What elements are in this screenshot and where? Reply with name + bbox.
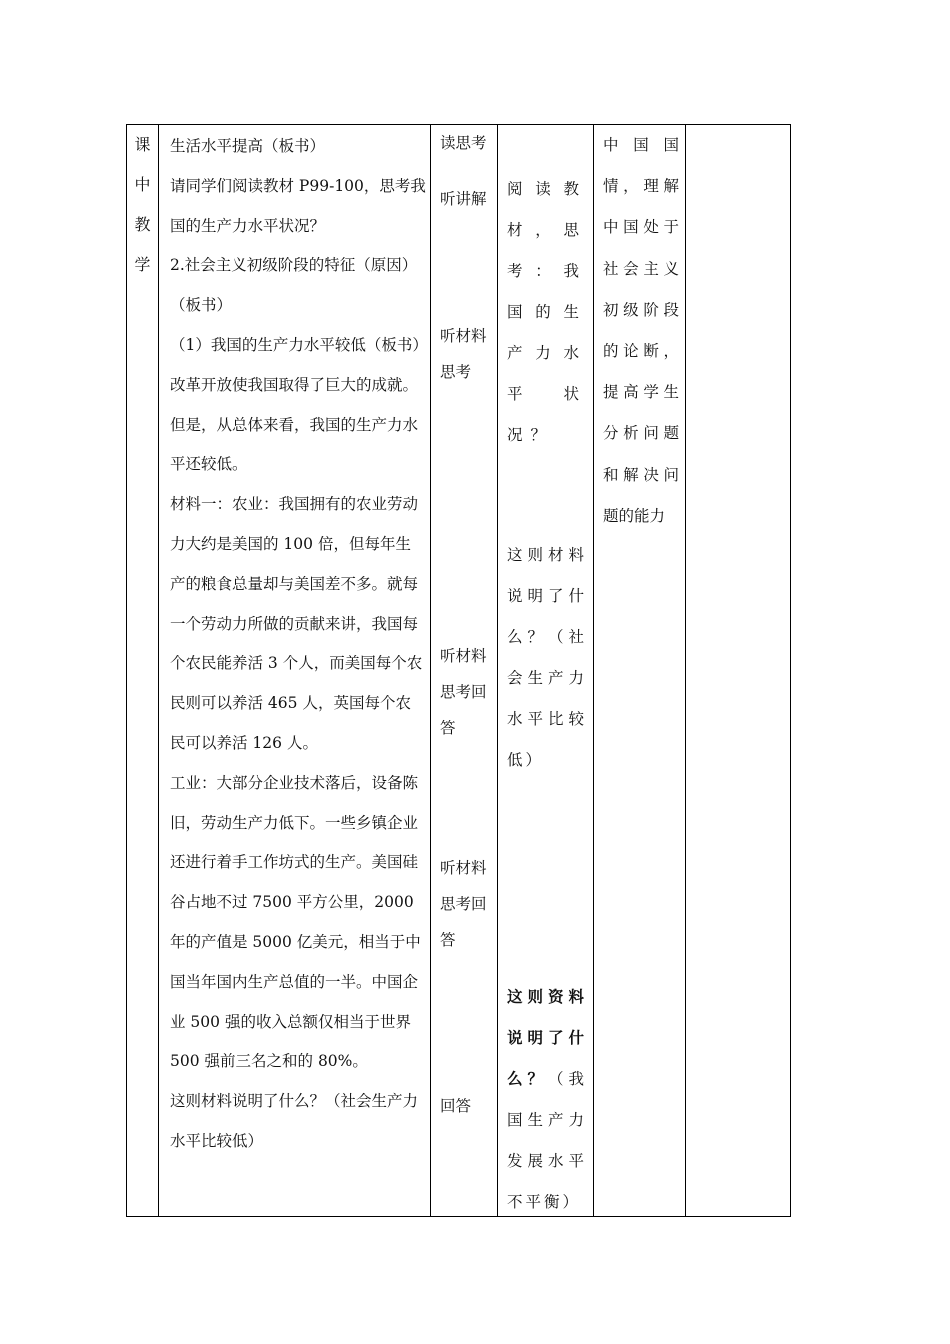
teacher-content	[159, 125, 430, 1162]
lesson-plan-table	[126, 124, 791, 1217]
activity-design-cell	[498, 125, 594, 1217]
content-paragraph: 这则材料说明了什么？（社会生产力水平比较低）	[170, 1092, 419, 1150]
activity-question	[507, 977, 587, 1223]
content-paragraph: 改革开放使我国取得了巨大的成就。但是，从总体来看，我国的生产力水平还较低。	[170, 375, 419, 474]
student-activity-item: 听材料思考回答	[440, 647, 487, 737]
activity-question-rest: （我国生产力发展水平不平衡）	[507, 1070, 587, 1211]
student-activity-item: 回答	[440, 1097, 472, 1115]
activity-question: 这则材料说明了什么？（社会生产力水平比较低）	[507, 546, 587, 769]
activity-question: 阅读教材，思考：我国的生产力水平状况？	[507, 180, 587, 444]
content-paragraph: 工业：大部分企业技术落后，设备陈旧，劳动生产力低下。一些乡镇企业还进行着手工作坊式的生产。美国硅谷占地不过 7500 平方公里，2000 年的产值是 5000 亿美元，相当于中国当年国内生产总值的一半。中国企业 500 强的收入总额仅相当于世界 500 强前三名之和的 80%。	[170, 773, 421, 1071]
content-paragraph: （1）我国的生产力水平较低（板书）	[170, 335, 428, 354]
design-purpose: 中国国情，理解中国处于社会主义初级阶段的论断，提高学生分析问题和解决问题的能力	[603, 136, 679, 525]
stage-cell	[127, 125, 159, 1217]
student-activity-item: 听讲解	[440, 190, 487, 208]
table-row	[127, 125, 791, 1217]
student-activity-item: 听材料思考	[440, 327, 487, 381]
remarks-cell	[686, 125, 791, 1217]
student-activity-item: 读思考	[440, 134, 487, 152]
stage-label: 课中教学	[134, 135, 151, 274]
content-paragraph: 材料一：农业：我国拥有的农业劳动力大约是美国的 100 倍，但每年生产的粮食总量却与美国差不多。就每一个劳动力所做的贡献来讲，我国每个农民能养活 3 个人，而美国每个农民则可以养活 465 人，英国每个农民可以养活 126 人。	[170, 495, 423, 752]
content-paragraph: 请同学们阅读教材 P99-100，思考我国的生产力水平状况？	[170, 176, 426, 235]
design-purpose-cell	[594, 125, 686, 1217]
teacher-content-cell	[159, 125, 431, 1217]
student-activity-cell	[431, 125, 498, 1217]
content-paragraph: 2.社会主义初级阶段的特征（原因）（板书）	[170, 256, 418, 315]
activity-question-bold: 这则资料说明了什么？	[507, 988, 587, 1088]
content-paragraph: 生活水平提高（板书）	[170, 137, 326, 155]
student-activity-item: 听材料思考回答	[440, 859, 487, 949]
